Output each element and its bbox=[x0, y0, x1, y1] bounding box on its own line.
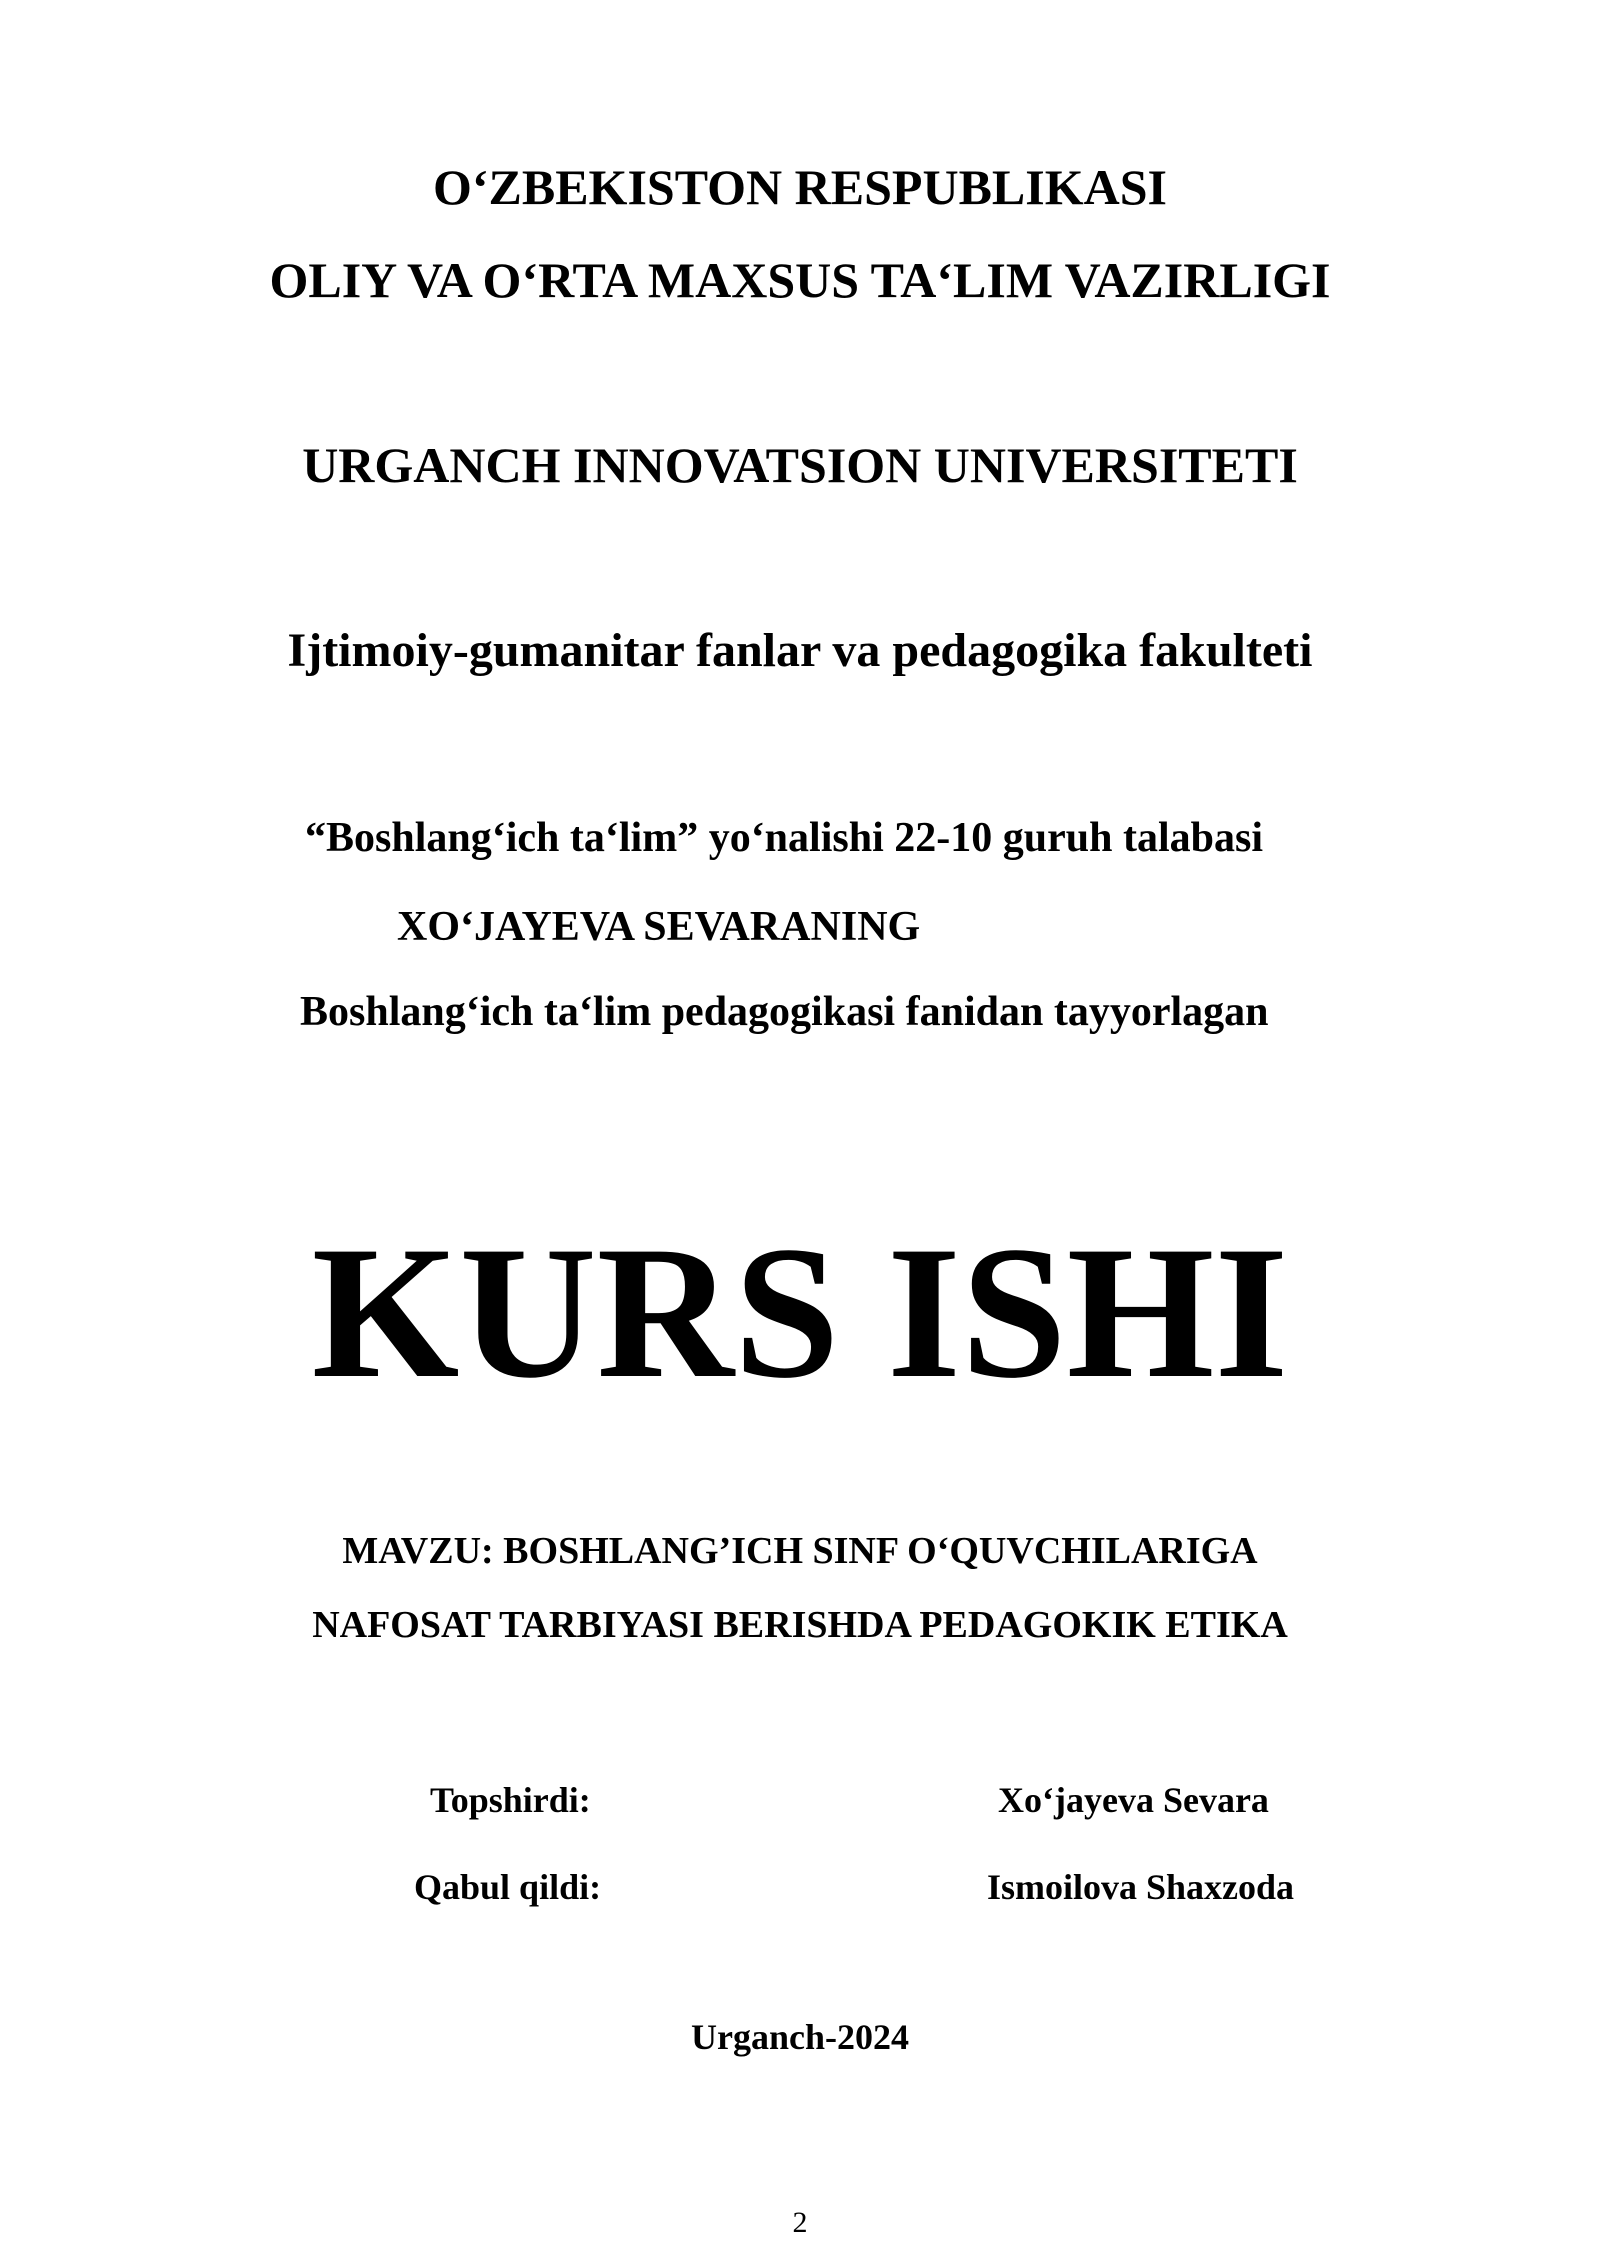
document-title: KURS ISHI bbox=[311, 1208, 1289, 1418]
accepted-label: Qabul qildi: bbox=[414, 1867, 602, 1907]
topic-line-2: NAFOSAT TARBIYASI BERISHDA PEDAGOKIK ETIKA bbox=[312, 1604, 1288, 1646]
student-direction: “Boshlang‘ich ta‘lim” yo‘nalishi 22-10 guruh talabasi bbox=[305, 815, 1263, 861]
ministry-title: OLIY VA O‘RTA MAXSUS TA‘LIM VAZIRLIGI bbox=[269, 252, 1331, 308]
university-name: URGANCH INNOVATSION UNIVERSITETI bbox=[302, 437, 1298, 493]
subject-line: Boshlang‘ich ta‘lim pedagogikasi fanidan tayyorlagan bbox=[300, 989, 1269, 1035]
submitted-name: Xo‘jayeva Sevara bbox=[998, 1780, 1269, 1820]
place-year: Urganch-2024 bbox=[691, 2017, 909, 2057]
student-name: XO‘JAYEVA SEVARANING bbox=[397, 904, 921, 950]
topic-line-1: MAVZU: BOSHLANG’ICH SINF O‘QUVCHILARIGA bbox=[342, 1530, 1258, 1572]
accepted-name: Ismoilova Shaxzoda bbox=[987, 1867, 1295, 1907]
country-title: O‘ZBEKISTON RESPUBLIKASI bbox=[432, 159, 1168, 215]
page-number: 2 bbox=[792, 2206, 808, 2239]
faculty-name: Ijtimoiy-gumanitar fanlar va pedagogika fakulteti bbox=[287, 624, 1313, 677]
submitted-label: Topshirdi: bbox=[430, 1780, 591, 1820]
